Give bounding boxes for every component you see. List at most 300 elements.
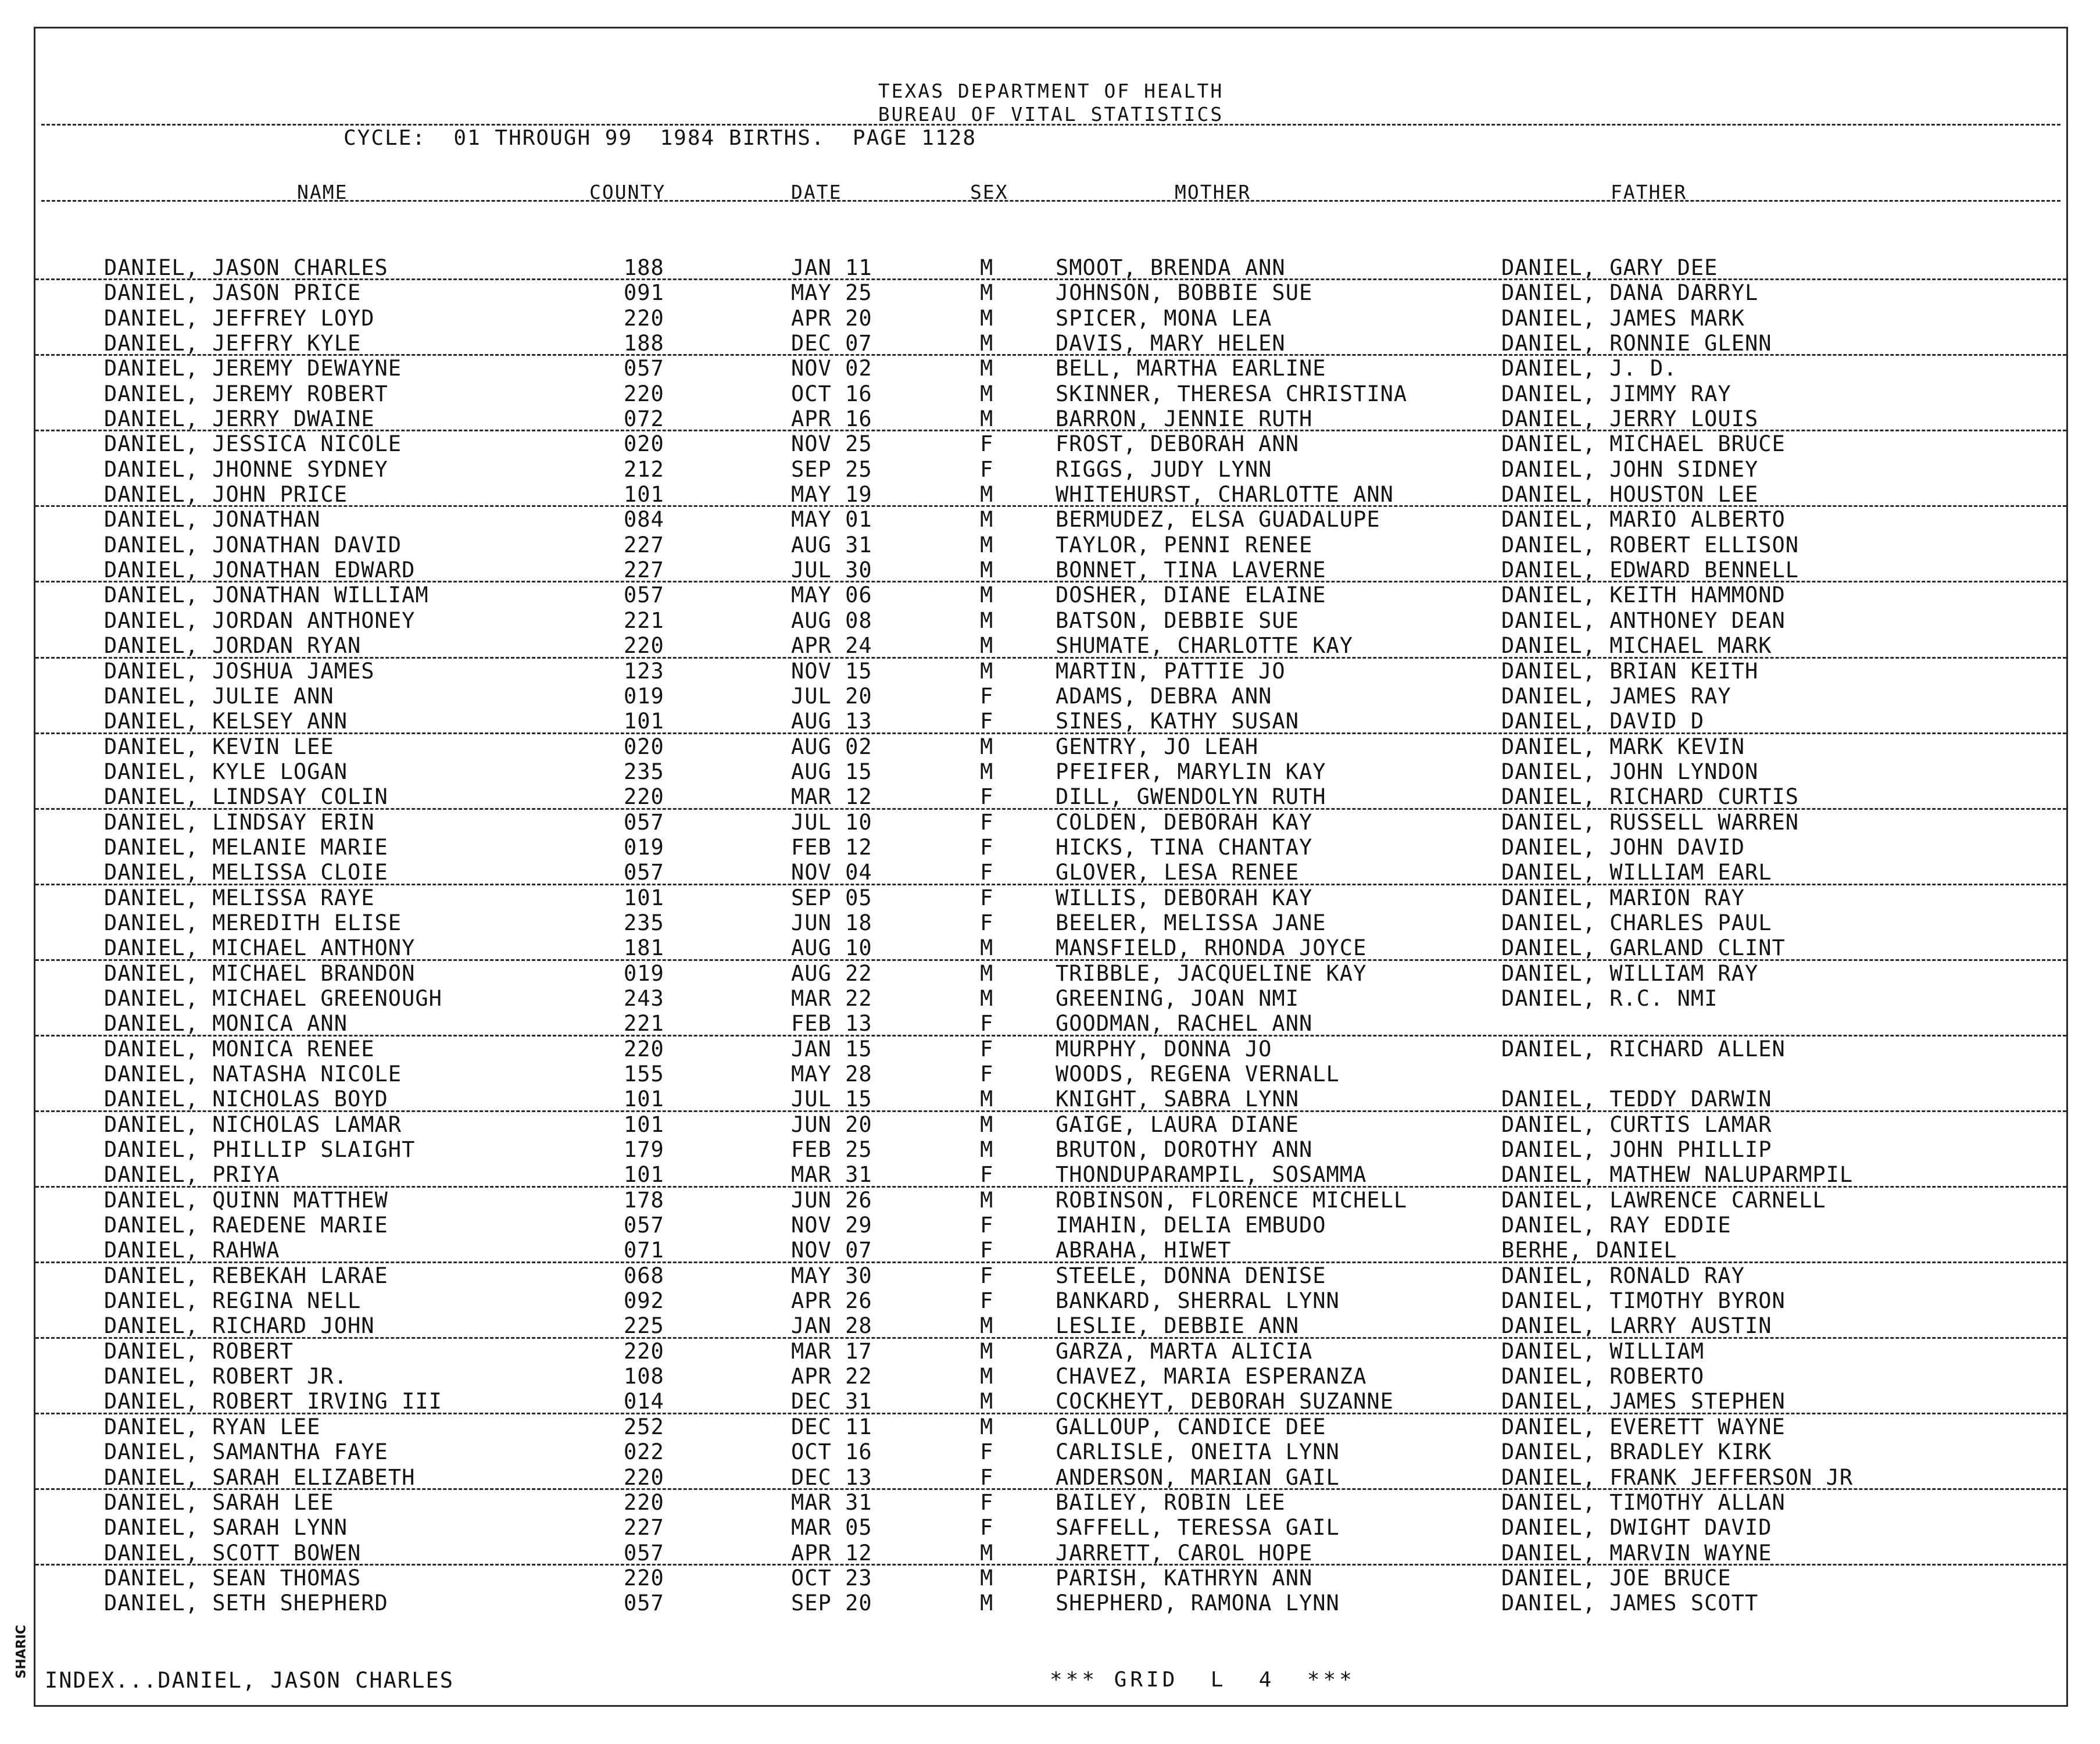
cell-mother: SINES, KATHY SUSAN <box>1056 709 1299 734</box>
cell-date: OCT 23 <box>791 1565 872 1591</box>
cell-father: DANIEL, TEDDY DARWIN <box>1501 1087 1772 1112</box>
table-row <box>35 482 2066 507</box>
cell-county: 123 <box>624 658 664 684</box>
cell-sex: F <box>980 431 994 457</box>
cell-name: DANIEL, JEREMY ROBERT <box>104 381 388 406</box>
cell-father: DANIEL, JAMES STEPHEN <box>1501 1389 1786 1414</box>
cell-father: DANIEL, TIMOTHY BYRON <box>1501 1288 1786 1314</box>
cell-father: DANIEL, ANTHONEY DEAN <box>1501 607 1786 633</box>
table-row <box>35 1087 2066 1112</box>
cell-county: 220 <box>624 1036 664 1062</box>
table-row <box>35 1389 2066 1414</box>
cell-sex: F <box>980 1288 994 1314</box>
cell-date: JAN 11 <box>791 255 872 280</box>
cell-mother: GALLOUP, CANDICE DEE <box>1056 1414 1326 1439</box>
cell-sex: M <box>980 255 994 280</box>
cell-mother: MURPHY, DONNA JO <box>1056 1036 1272 1062</box>
cell-mother: FROST, DEBORAH ANN <box>1056 431 1299 457</box>
cell-father: DANIEL, JOHN LYNDON <box>1501 759 1759 784</box>
cell-date: MAY 30 <box>791 1263 872 1288</box>
cell-county: 057 <box>624 582 664 608</box>
cell-mother: PARISH, KATHRYN ANN <box>1056 1565 1313 1591</box>
cell-name: DANIEL, JONATHAN DAVID <box>104 532 402 557</box>
cell-father: DANIEL, RONALD RAY <box>1501 1263 1745 1288</box>
cell-name: DANIEL, SARAH LYNN <box>104 1515 348 1541</box>
cell-mother: SHUMATE, CHARLOTTE KAY <box>1056 633 1354 659</box>
column-header-rule <box>41 200 2060 202</box>
cell-date: FEB 13 <box>791 1011 872 1037</box>
cell-mother: DAVIS, MARY HELEN <box>1056 331 1286 356</box>
cell-father: DANIEL, JERRY LOUIS <box>1501 406 1759 432</box>
cell-name: DANIEL, LINDSAY COLIN <box>104 784 388 810</box>
cell-mother: GAIGE, LAURA DIANE <box>1056 1112 1299 1137</box>
cell-mother: JARRETT, CAROL HOPE <box>1056 1540 1313 1566</box>
cell-father: DANIEL, JOHN PHILLIP <box>1501 1137 1772 1163</box>
cell-father: DANIEL, RUSSELL WARREN <box>1501 809 1800 835</box>
cell-county: 227 <box>624 557 664 583</box>
cell-mother: BAILEY, ROBIN LEE <box>1056 1489 1286 1515</box>
cell-sex: M <box>980 356 994 381</box>
cell-name: DANIEL, ROBERT JR. <box>104 1364 348 1389</box>
cell-date: MAR 17 <box>791 1338 872 1364</box>
cell-sex: F <box>980 1062 994 1087</box>
table-row <box>35 1313 2066 1338</box>
cell-father: DANIEL, JOHN SIDNEY <box>1501 456 1759 482</box>
table-row <box>35 306 2066 331</box>
cell-father: DANIEL, WILLIAM RAY <box>1501 960 1759 986</box>
cell-name: DANIEL, JEFFREY LOYD <box>104 305 375 331</box>
cell-father: DANIEL, FRANK JEFFERSON JR <box>1501 1464 1854 1490</box>
cell-sex: F <box>980 1162 994 1188</box>
cell-date: JUN 26 <box>791 1187 872 1213</box>
cell-name: DANIEL, MELANIE MARIE <box>104 834 388 860</box>
cell-sex: F <box>980 1439 994 1465</box>
table-row <box>35 356 2066 381</box>
agency-title: TEXAS DEPARTMENT OF HEALTH <box>878 80 1224 102</box>
cell-mother: CHAVEZ, MARIA ESPERANZA <box>1056 1364 1367 1389</box>
cell-sex: F <box>980 1213 994 1238</box>
cell-name: DANIEL, JHONNE SYDNEY <box>104 456 388 482</box>
cell-date: NOV 04 <box>791 860 872 885</box>
cell-date: MAR 05 <box>791 1515 872 1541</box>
cell-date: MAY 25 <box>791 280 872 306</box>
cell-name: DANIEL, MICHAEL GREENOUGH <box>104 985 442 1011</box>
header-rule <box>41 124 2060 126</box>
cell-date: AUG 02 <box>791 734 872 759</box>
cell-date: NOV 15 <box>791 658 872 684</box>
cell-name: DANIEL, JONATHAN EDWARD <box>104 557 416 583</box>
table-row <box>35 1465 2066 1490</box>
cell-name: DANIEL, RAHWA <box>104 1238 280 1263</box>
footer-grid-label: *** GRID L 4 *** <box>1050 1668 1355 1692</box>
cell-county: 235 <box>624 910 664 935</box>
table-row <box>35 709 2066 734</box>
cell-county: 020 <box>624 431 664 457</box>
cell-father: DANIEL, HOUSTON LEE <box>1501 482 1759 508</box>
cell-date: OCT 16 <box>791 1439 872 1465</box>
cell-county: 221 <box>624 1011 664 1037</box>
cell-county: 068 <box>624 1263 664 1288</box>
cell-sex: M <box>980 582 994 608</box>
table-row <box>35 1162 2066 1187</box>
cell-sex: M <box>980 985 994 1011</box>
cell-mother: ADAMS, DEBRA ANN <box>1056 683 1272 709</box>
table-row <box>35 608 2066 633</box>
table-row <box>35 1238 2066 1263</box>
cell-county: 220 <box>624 1565 664 1591</box>
cell-father: DANIEL, MARIO ALBERTO <box>1501 507 1786 533</box>
cell-name: DANIEL, PHILLIP SLAIGHT <box>104 1137 416 1163</box>
column-header-father: FATHER <box>1611 181 1687 203</box>
cell-sex: M <box>980 960 994 986</box>
cell-mother: DILL, GWENDOLYN RUTH <box>1056 784 1326 810</box>
cell-name: DANIEL, NICHOLAS LAMAR <box>104 1112 402 1137</box>
cell-county: 212 <box>624 456 664 482</box>
cell-sex: M <box>980 633 994 659</box>
cell-mother: BEELER, MELISSA JANE <box>1056 910 1326 935</box>
cell-date: APR 26 <box>791 1288 872 1314</box>
cell-sex: F <box>980 1011 994 1037</box>
cell-county: 227 <box>624 532 664 557</box>
column-header-date: DATE <box>791 181 842 203</box>
cell-date: JUN 20 <box>791 1112 872 1137</box>
cell-father: DANIEL, MATHEW NALUPARMPIL <box>1501 1162 1854 1188</box>
cell-mother: BRUTON, DOROTHY ANN <box>1056 1137 1313 1163</box>
cell-mother: GLOVER, LESA RENEE <box>1056 860 1299 885</box>
cell-name: DANIEL, MICHAEL BRANDON <box>104 960 416 986</box>
cell-father: DANIEL, JAMES MARK <box>1501 305 1745 331</box>
table-row <box>35 1515 2066 1540</box>
cell-mother: BERMUDEZ, ELSA GUADALUPE <box>1056 507 1380 533</box>
cell-father: DANIEL, CURTIS LAMAR <box>1501 1112 1772 1137</box>
table-row <box>35 557 2066 582</box>
table-row <box>35 1414 2066 1439</box>
cell-mother: RIGGS, JUDY LYNN <box>1056 456 1272 482</box>
cell-county: 108 <box>624 1364 664 1389</box>
table-row <box>35 255 2066 280</box>
cell-name: DANIEL, JOSHUA JAMES <box>104 658 375 684</box>
cell-mother: MARTIN, PATTIE JO <box>1056 658 1286 684</box>
cell-county: 178 <box>624 1187 664 1213</box>
cell-father: DANIEL, MARION RAY <box>1501 885 1745 910</box>
cell-name: DANIEL, JASON PRICE <box>104 280 362 306</box>
table-row <box>35 1011 2066 1036</box>
cell-father: DANIEL, DWIGHT DAVID <box>1501 1515 1772 1541</box>
cell-name: DANIEL, MELISSA RAYE <box>104 885 375 910</box>
cell-mother: MANSFIELD, RHONDA JOYCE <box>1056 935 1367 961</box>
column-header-sex: SEX <box>970 181 1008 203</box>
column-header-name: NAME <box>297 181 348 203</box>
cell-name: DANIEL, RAEDENE MARIE <box>104 1213 388 1238</box>
table-row <box>35 659 2066 684</box>
cell-sex: F <box>980 860 994 885</box>
table-row <box>35 961 2066 986</box>
cell-county: 188 <box>624 255 664 280</box>
side-stamp: SHARIC <box>14 1624 29 1679</box>
cell-mother: GREENING, JOAN NMI <box>1056 985 1299 1011</box>
cell-mother: SAFFELL, TERESSA GAIL <box>1056 1515 1340 1541</box>
cell-name: DANIEL, JEREMY DEWAYNE <box>104 356 402 381</box>
cell-sex: M <box>980 1565 994 1591</box>
cell-sex: M <box>980 280 994 306</box>
cell-mother: WOODS, REGENA VERNALL <box>1056 1062 1340 1087</box>
cell-father: DANIEL, JAMES SCOTT <box>1501 1591 1759 1616</box>
table-row <box>35 1137 2066 1162</box>
cell-father: DANIEL, EDWARD BENNELL <box>1501 557 1800 583</box>
cell-date: APR 24 <box>791 633 872 659</box>
cell-father: DANIEL, EVERETT WAYNE <box>1501 1414 1786 1439</box>
cell-sex: M <box>980 406 994 432</box>
cell-name: DANIEL, JERRY DWAINE <box>104 406 375 432</box>
cell-name: DANIEL, KEVIN LEE <box>104 734 334 759</box>
cell-mother: DOSHER, DIANE ELAINE <box>1056 582 1326 608</box>
cell-date: MAR 22 <box>791 985 872 1011</box>
table-row <box>35 1591 2066 1616</box>
cell-name: DANIEL, SARAH LEE <box>104 1489 334 1515</box>
table-row <box>35 1213 2066 1238</box>
cell-county: 227 <box>624 1515 664 1541</box>
cell-county: 220 <box>624 1338 664 1364</box>
cell-sex: F <box>980 1464 994 1490</box>
cell-father: DANIEL, GARLAND CLINT <box>1501 935 1786 961</box>
cell-mother: BARRON, JENNIE RUTH <box>1056 406 1313 432</box>
table-row <box>35 1062 2066 1087</box>
cell-mother: KNIGHT, SABRA LYNN <box>1056 1087 1299 1112</box>
cell-county: 101 <box>624 482 664 508</box>
cell-father: DANIEL, JAMES RAY <box>1501 683 1731 709</box>
cell-county: 220 <box>624 305 664 331</box>
cell-sex: F <box>980 683 994 709</box>
cell-sex: M <box>980 331 994 356</box>
cell-father: BERHE, DANIEL <box>1501 1238 1677 1263</box>
cell-mother: BANKARD, SHERRAL LYNN <box>1056 1288 1340 1314</box>
cell-date: SEP 05 <box>791 885 872 910</box>
cell-father: DANIEL, TIMOTHY ALLAN <box>1501 1489 1786 1515</box>
cell-county: 057 <box>624 809 664 835</box>
cell-date: APR 22 <box>791 1364 872 1389</box>
cell-name: DANIEL, NICHOLAS BOYD <box>104 1087 388 1112</box>
cell-father: DANIEL, JOHN DAVID <box>1501 834 1745 860</box>
table-row <box>35 1188 2066 1213</box>
cell-county: 101 <box>624 1162 664 1188</box>
cell-mother: HICKS, TINA CHANTAY <box>1056 834 1313 860</box>
cell-county: 022 <box>624 1439 664 1465</box>
cell-county: 155 <box>624 1062 664 1087</box>
column-header-county: COUNTY <box>589 181 666 203</box>
cell-mother: SMOOT, BRENDA ANN <box>1056 255 1286 280</box>
cell-sex: M <box>980 658 994 684</box>
cell-name: DANIEL, MICHAEL ANTHONY <box>104 935 416 961</box>
cell-sex: M <box>980 305 994 331</box>
cell-father: DANIEL, MARVIN WAYNE <box>1501 1540 1772 1566</box>
cell-father: DANIEL, LAWRENCE CARNELL <box>1501 1187 1826 1213</box>
table-row <box>35 910 2066 935</box>
cell-date: AUG 08 <box>791 607 872 633</box>
cell-date: APR 16 <box>791 406 872 432</box>
cell-sex: M <box>980 557 994 583</box>
table-row <box>35 1566 2066 1591</box>
cell-date: NOV 25 <box>791 431 872 457</box>
cell-name: DANIEL, KYLE LOGAN <box>104 759 348 784</box>
cell-date: NOV 29 <box>791 1213 872 1238</box>
cell-county: 019 <box>624 683 664 709</box>
cell-county: 188 <box>624 331 664 356</box>
cell-county: 092 <box>624 1288 664 1314</box>
cell-father: DANIEL, WILLIAM EARL <box>1501 860 1772 885</box>
cell-sex: M <box>980 759 994 784</box>
cell-name: DANIEL, SETH SHEPHERD <box>104 1591 388 1616</box>
cell-county: 235 <box>624 759 664 784</box>
cell-name: DANIEL, SEAN THOMAS <box>104 1565 362 1591</box>
cell-sex: M <box>980 1087 994 1112</box>
cell-father: DANIEL, CHARLES PAUL <box>1501 910 1772 935</box>
cell-date: FEB 25 <box>791 1137 872 1163</box>
cell-date: JAN 15 <box>791 1036 872 1062</box>
cell-father: DANIEL, J. D. <box>1501 356 1677 381</box>
cell-date: JUL 30 <box>791 557 872 583</box>
cell-sex: F <box>980 809 994 835</box>
cell-county: 243 <box>624 985 664 1011</box>
cell-sex: F <box>980 1489 994 1515</box>
cell-mother: ABRAHA, HIWET <box>1056 1238 1232 1263</box>
table-row <box>35 684 2066 709</box>
cell-county: 057 <box>624 860 664 885</box>
cell-date: JAN 28 <box>791 1313 872 1339</box>
cell-date: AUG 22 <box>791 960 872 986</box>
cell-sex: M <box>980 1591 994 1616</box>
cell-date: APR 12 <box>791 1540 872 1566</box>
table-row <box>35 331 2066 356</box>
cell-father: DANIEL, KEITH HAMMOND <box>1501 582 1786 608</box>
cell-county: 220 <box>624 784 664 810</box>
cell-date: DEC 07 <box>791 331 872 356</box>
table-row <box>35 582 2066 607</box>
table-row <box>35 1490 2066 1515</box>
cell-date: AUG 31 <box>791 532 872 557</box>
cell-sex: M <box>980 1389 994 1414</box>
cell-sex: F <box>980 910 994 935</box>
column-header-mother: MOTHER <box>1175 181 1251 203</box>
cell-name: DANIEL, JONATHAN <box>104 507 321 533</box>
cell-father: DANIEL, ROBERTO <box>1501 1364 1705 1389</box>
table-row <box>35 1541 2066 1566</box>
table-row <box>35 986 2066 1011</box>
cell-name: DANIEL, JESSICA NICOLE <box>104 431 402 457</box>
cell-sex: M <box>980 1137 994 1163</box>
cell-name: DANIEL, MONICA RENEE <box>104 1036 375 1062</box>
cell-sex: M <box>980 482 994 508</box>
table-row <box>35 734 2066 759</box>
cell-sex: M <box>980 734 994 759</box>
cell-sex: F <box>980 834 994 860</box>
cell-date: AUG 10 <box>791 935 872 961</box>
cell-mother: JOHNSON, BOBBIE SUE <box>1056 280 1313 306</box>
cell-county: 072 <box>624 406 664 432</box>
cell-date: MAY 01 <box>791 507 872 533</box>
cell-sex: F <box>980 1263 994 1288</box>
cell-county: 220 <box>624 1489 664 1515</box>
bureau-title: BUREAU OF VITAL STATISTICS <box>878 103 1224 126</box>
table-row <box>35 406 2066 431</box>
cell-county: 101 <box>624 1112 664 1137</box>
cell-county: 181 <box>624 935 664 961</box>
cell-father: DANIEL, GARY DEE <box>1501 255 1718 280</box>
cell-date: JUN 18 <box>791 910 872 935</box>
cell-sex: F <box>980 709 994 734</box>
table-row <box>35 507 2066 532</box>
cell-father: DANIEL, RICHARD ALLEN <box>1501 1036 1786 1062</box>
cell-sex: M <box>980 1540 994 1566</box>
cell-sex: F <box>980 784 994 810</box>
cell-name: DANIEL, ROBERT IRVING III <box>104 1389 442 1414</box>
cell-father: DANIEL, MICHAEL MARK <box>1501 633 1772 659</box>
cell-mother: BATSON, DEBBIE SUE <box>1056 607 1299 633</box>
cell-sex: F <box>980 885 994 910</box>
cell-sex: M <box>980 1414 994 1439</box>
cell-sex: M <box>980 1187 994 1213</box>
cell-mother: IMAHIN, DELIA EMBUDO <box>1056 1213 1326 1238</box>
cell-county: 101 <box>624 709 664 734</box>
cell-mother: TAYLOR, PENNI RENEE <box>1056 532 1313 557</box>
table-row <box>35 633 2066 658</box>
cell-sex: M <box>980 381 994 406</box>
cell-mother: CARLISLE, ONEITA LYNN <box>1056 1439 1340 1465</box>
cell-date: AUG 13 <box>791 709 872 734</box>
cell-mother: STEELE, DONNA DENISE <box>1056 1263 1326 1288</box>
cell-county: 252 <box>624 1414 664 1439</box>
cycle-line: CYCLE: 01 THROUGH 99 1984 BIRTHS. PAGE 1128 <box>344 126 976 150</box>
cell-mother: SKINNER, THERESA CHRISTINA <box>1056 381 1408 406</box>
cell-date: DEC 11 <box>791 1414 872 1439</box>
cell-father: DANIEL, DANA DARRYL <box>1501 280 1759 306</box>
cell-sex: F <box>980 1238 994 1263</box>
cell-name: DANIEL, SARAH ELIZABETH <box>104 1464 416 1490</box>
cell-name: DANIEL, MELISSA CLOIE <box>104 860 388 885</box>
cell-date: DEC 31 <box>791 1389 872 1414</box>
table-row <box>35 1037 2066 1062</box>
cell-mother: ANDERSON, MARIAN GAIL <box>1056 1464 1340 1490</box>
cell-sex: F <box>980 1036 994 1062</box>
cell-county: 225 <box>624 1313 664 1339</box>
cell-father: DANIEL, DAVID D <box>1501 709 1705 734</box>
cell-name: DANIEL, RYAN LEE <box>104 1414 321 1439</box>
cell-county: 220 <box>624 381 664 406</box>
table-row <box>35 1364 2066 1389</box>
table-row <box>35 1339 2066 1364</box>
cell-father: DANIEL, WILLIAM <box>1501 1338 1705 1364</box>
cell-mother: THONDUPARAMPIL, SOSAMMA <box>1056 1162 1367 1188</box>
table-row <box>35 280 2066 305</box>
cell-mother: COCKHEYT, DEBORAH SUZANNE <box>1056 1389 1394 1414</box>
cell-date: JUL 20 <box>791 683 872 709</box>
table-row <box>35 759 2066 784</box>
cell-father: DANIEL, BRADLEY KIRK <box>1501 1439 1772 1465</box>
cell-date: OCT 16 <box>791 381 872 406</box>
cell-date: APR 20 <box>791 305 872 331</box>
cell-name: DANIEL, MONICA ANN <box>104 1011 348 1037</box>
cell-date: MAR 12 <box>791 784 872 810</box>
cell-date: AUG 15 <box>791 759 872 784</box>
cell-county: 101 <box>624 1087 664 1112</box>
cell-county: 220 <box>624 1464 664 1490</box>
cell-name: DANIEL, JORDAN ANTHONEY <box>104 607 416 633</box>
cell-sex: M <box>980 1338 994 1364</box>
cell-county: 057 <box>624 1591 664 1616</box>
cell-mother: SPICER, MONA LEA <box>1056 305 1272 331</box>
cell-county: 057 <box>624 1540 664 1566</box>
cell-sex: M <box>980 1313 994 1339</box>
cell-father: DANIEL, MARK KEVIN <box>1501 734 1745 759</box>
